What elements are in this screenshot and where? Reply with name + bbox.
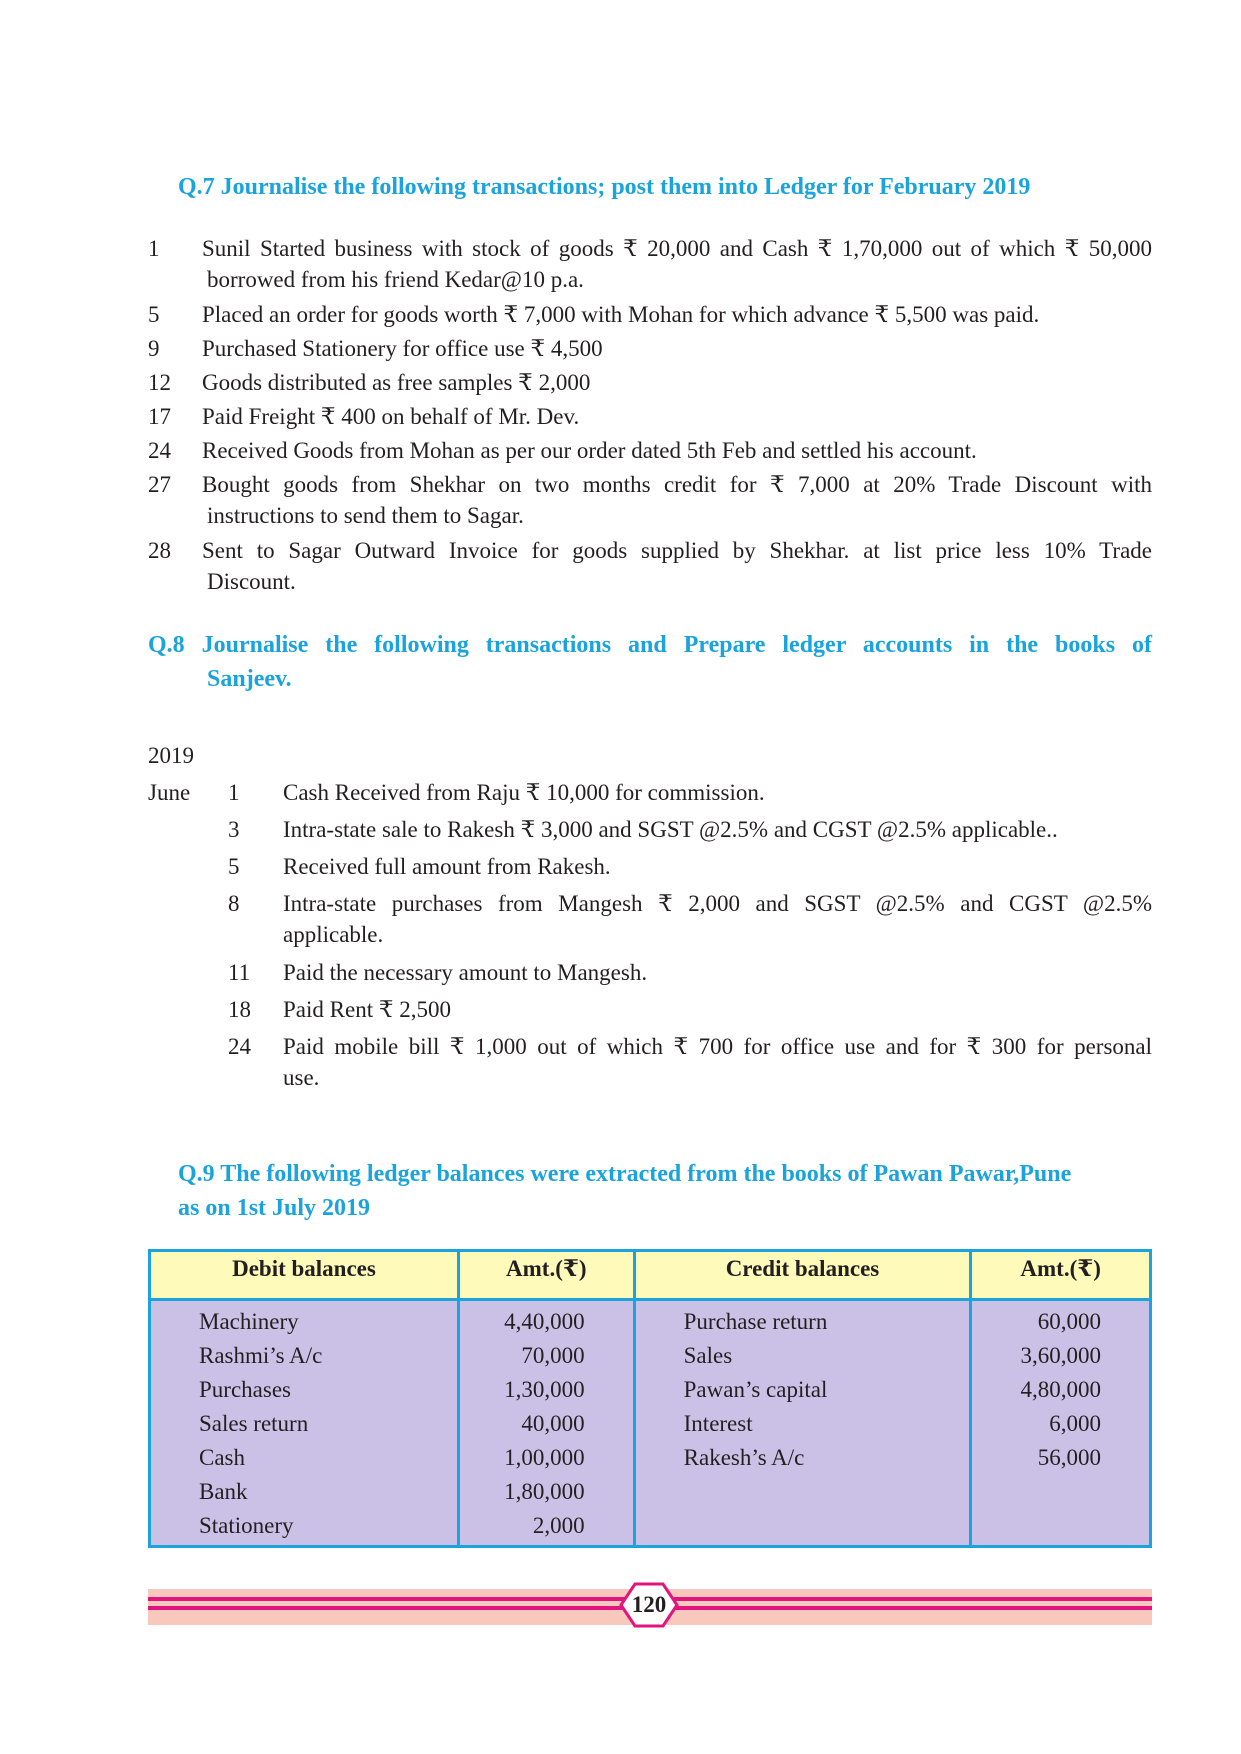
txn-text-cont: use.	[283, 1065, 320, 1090]
debit-account: Cash	[150, 1441, 459, 1475]
debit-amount: 4,40,000	[458, 1300, 634, 1340]
credit-amount: 3,60,000	[971, 1339, 1151, 1373]
txn-text: Paid Rent ₹ 2,500	[283, 997, 451, 1022]
q7-title: Q.7 Journalise the following transactions; post them into Ledger for February 2019	[178, 174, 1031, 200]
txn-text: Sunil Started business with stock of goods ₹ 20,000 and Cash ₹ 1,70,000 out of which ₹ 50,000	[202, 236, 1152, 261]
txn-day: 17	[148, 404, 171, 429]
credit-account: Purchase return	[634, 1300, 971, 1340]
txn-day: 18	[228, 997, 251, 1022]
txn-day: 12	[148, 370, 171, 395]
header-credit-balances: Credit balances	[634, 1251, 971, 1300]
header-credit-amount: Amt.(₹)	[971, 1251, 1151, 1300]
txn-day: 9	[148, 336, 160, 361]
credit-account	[634, 1509, 971, 1547]
txn-day: 24	[228, 1034, 251, 1059]
q9-title	[178, 1157, 1152, 1225]
table-row	[150, 1441, 1151, 1475]
txn-text: Bought goods from Shekhar on two months credit for ₹ 7,000 at 20% Trade Discount with	[202, 472, 1152, 497]
q8-title-line1: Q.8 Journalise the following transactions and Prepare ledger accounts in the books of	[148, 632, 1152, 658]
txn-text-cont: applicable.	[283, 922, 384, 947]
txn-text: Received full amount from Rakesh.	[283, 854, 611, 879]
debit-amount: 70,000	[458, 1339, 634, 1373]
table-row	[150, 1373, 1151, 1407]
debit-account: Stationery	[150, 1509, 459, 1547]
txn-day: 27	[148, 472, 171, 497]
q8-title-line2: Sanjeev.	[207, 666, 292, 692]
list-item	[148, 233, 1152, 295]
txn-text: Goods distributed as free samples ₹ 2,000	[202, 370, 591, 395]
txn-text: Cash Received from Raju ₹ 10,000 for commission.	[283, 780, 765, 805]
q8-month: June	[148, 780, 191, 805]
txn-text-cont: Discount.	[207, 569, 296, 594]
debit-account: Machinery	[150, 1300, 459, 1340]
debit-amount: 40,000	[458, 1407, 634, 1441]
credit-account: Interest	[634, 1407, 971, 1441]
txn-day: 5	[148, 302, 160, 327]
credit-amount: 56,000	[971, 1441, 1151, 1475]
debit-amount: 2,000	[458, 1509, 634, 1547]
txn-day: 24	[148, 438, 171, 463]
txn-text: Sent to Sagar Outward Invoice for goods supplied by Shekhar. at list price less 10% Trade	[202, 538, 1152, 563]
txn-day: 11	[228, 960, 251, 985]
txn-day: 28	[148, 538, 171, 563]
q9-title-line2: as on 1st July 2019	[178, 1195, 371, 1221]
debit-amount: 1,00,000	[458, 1441, 634, 1475]
txn-text: Intra-state sale to Rakesh ₹ 3,000 and SGST @2.5% and CGST @2.5% applicable..	[283, 817, 1058, 842]
table-header-row	[150, 1251, 1151, 1300]
txn-day: 1	[148, 236, 160, 261]
txn-day: 1	[228, 780, 240, 805]
credit-account	[634, 1475, 971, 1509]
credit-account: Pawan’s capital	[634, 1373, 971, 1407]
credit-amount	[971, 1509, 1151, 1547]
table-row	[150, 1509, 1151, 1547]
header-debit-amount: Amt.(₹)	[458, 1251, 634, 1300]
table-row	[150, 1407, 1151, 1441]
txn-day: 5	[228, 854, 240, 879]
txn-text: Placed an order for goods worth ₹ 7,000 with Mohan for which advance ₹ 5,500 was paid.	[202, 302, 1040, 327]
txn-text: Paid the necessary amount to Mangesh.	[283, 960, 648, 985]
table-row	[150, 1339, 1151, 1373]
table-row	[150, 1475, 1151, 1509]
txn-text: Intra-state purchases from Mangesh ₹ 2,000 and SGST @2.5% and CGST @2.5%	[283, 891, 1152, 916]
txn-text-cont: borrowed from his friend Kedar@10 p.a.	[207, 267, 584, 292]
credit-account: Sales	[634, 1339, 971, 1373]
table-row	[150, 1300, 1151, 1340]
credit-amount: 60,000	[971, 1300, 1151, 1340]
txn-day: 8	[228, 891, 240, 916]
debit-amount: 1,30,000	[458, 1373, 634, 1407]
txn-text: Paid Freight ₹ 400 on behalf of Mr. Dev.	[202, 404, 580, 429]
txn-text: Paid mobile bill ₹ 1,000 out of which ₹ 700 for office use and for ₹ 300 for personal	[283, 1034, 1152, 1059]
debit-account: Purchases	[150, 1373, 459, 1407]
debit-account: Sales return	[150, 1407, 459, 1441]
page-number: 120	[631, 1592, 667, 1617]
credit-account: Rakesh’s A/c	[634, 1441, 971, 1475]
credit-amount: 4,80,000	[971, 1373, 1151, 1407]
q9-title-line1: Q.9 The following ledger balances were extracted from the books of Pawan Pawar,Pune	[178, 1161, 1072, 1187]
q8-year: 2019	[148, 743, 194, 768]
debit-account: Bank	[150, 1475, 459, 1509]
credit-amount	[971, 1475, 1151, 1509]
txn-text: Purchased Stationery for office use ₹ 4,500	[202, 336, 603, 361]
txn-text-cont: instructions to send them to Sagar.	[207, 503, 524, 528]
credit-amount: 6,000	[971, 1407, 1151, 1441]
q8-title	[148, 628, 1152, 696]
debit-account: Rashmi’s A/c	[150, 1339, 459, 1373]
ledger-balances-table	[148, 1249, 1152, 1548]
debit-amount: 1,80,000	[458, 1475, 634, 1509]
header-debit-balances: Debit balances	[150, 1251, 459, 1300]
txn-day: 3	[228, 817, 240, 842]
txn-text: Received Goods from Mohan as per our order dated 5th Feb and settled his account.	[202, 438, 977, 463]
